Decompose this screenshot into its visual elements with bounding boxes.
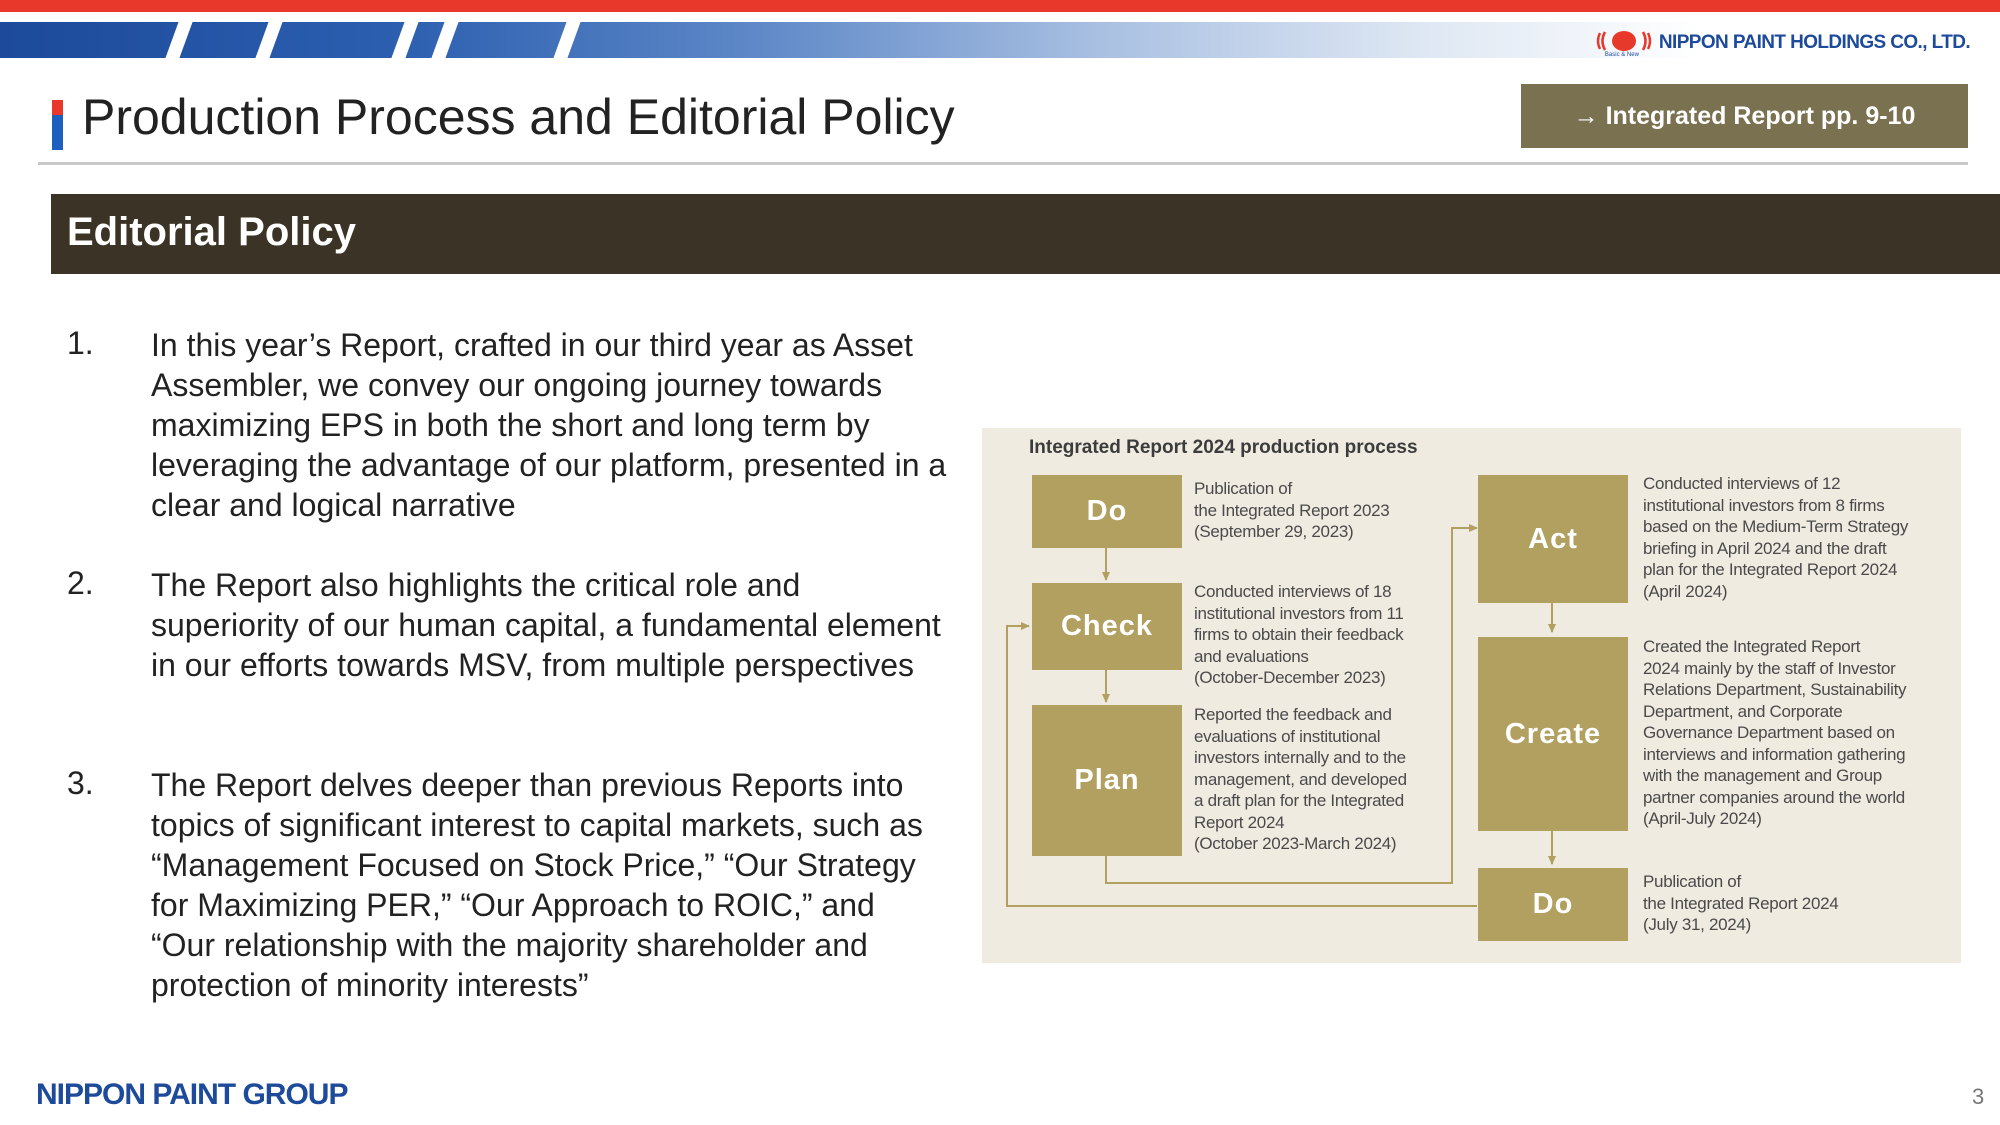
- footer-group-logo: NIPPON PAINT GROUP: [36, 1078, 348, 1111]
- policy-text: In this year’s Report, crafted in our third year as Asset Assembler, we convey our ongoing journey towards maximizing EPS in both the short and long term by leveraging the advantage of our platform, presented in a clear and logical narrative: [151, 327, 947, 523]
- step-note: Publication of the Integrated Report 2024 (July 31, 2024): [1643, 872, 1839, 934]
- step-note: Publication of the Integrated Report 2023 (September 29, 2023): [1194, 479, 1390, 541]
- step-do-2024: Do: [1478, 868, 1628, 941]
- page-title: Production Process and Editorial Policy: [82, 89, 955, 145]
- title-accent-bar: [52, 100, 63, 150]
- policy-number: 1.: [67, 325, 94, 361]
- policy-number: 3.: [67, 765, 94, 801]
- step-note: Conducted interviews of 12 institutional investors from 8 firms based on the Medium-Term Strategy briefing in April 2024 and the draft plan for the Integrated Report 2024 (April 2024): [1643, 474, 1909, 601]
- policy-number: 2.: [67, 565, 94, 601]
- policy-text: The Report delves deeper than previous Reports into topics of significant interest to capital markets, such as “Management Focused on Stock Price,” “Our Strategy for Maximizing PER,” “Our Approach to ROIC,” and “Our relationship with the majority shareholder and protection of minority interests”: [151, 767, 923, 1003]
- integrated-report-link-button[interactable]: → Integrated Report pp. 9-10: [1521, 84, 1968, 148]
- step-plan: Plan: [1032, 705, 1182, 856]
- step-note: Created the Integrated Report 2024 mainly by the staff of Investor Relations Department, Sustainability Department, and Corporate Governance Department based on interviews and information gathering with the management and Group partner companies around the world (April-July 2024): [1643, 637, 1907, 828]
- logo-tagline: Basic & New: [1604, 52, 1639, 58]
- top-red-bar: [0, 0, 2000, 12]
- step-check: Check: [1032, 583, 1182, 670]
- company-name: NIPPON PAINT HOLDINGS CO., LTD.: [1658, 32, 1970, 53]
- page-number: 3: [1972, 1084, 1985, 1109]
- company-logo: [1595, 28, 1970, 58]
- title-divider: [38, 162, 1968, 165]
- step-note: Reported the feedback and evaluations of institutional investors internally and to the management, and developed a draft plan for the Integrated Report 2024 (October 2023-March 2024): [1194, 705, 1407, 853]
- step-do-2023: Do: [1032, 475, 1182, 548]
- section-title: Editorial Policy: [67, 210, 356, 254]
- step-act: Act: [1478, 475, 1628, 603]
- logo-mark-icon: [1595, 30, 1653, 56]
- policy-text: The Report also highlights the critical role and superiority of our human capital, a fundamental element in our efforts towards MSV, from multiple perspectives: [151, 567, 941, 683]
- figure-title: Integrated Report 2024 production process: [1029, 437, 1418, 458]
- step-create: Create: [1478, 637, 1628, 831]
- step-note: Conducted interviews of 18 institutional investors from 11 firms to obtain their feedback and evaluations (October-December 2023): [1194, 582, 1404, 687]
